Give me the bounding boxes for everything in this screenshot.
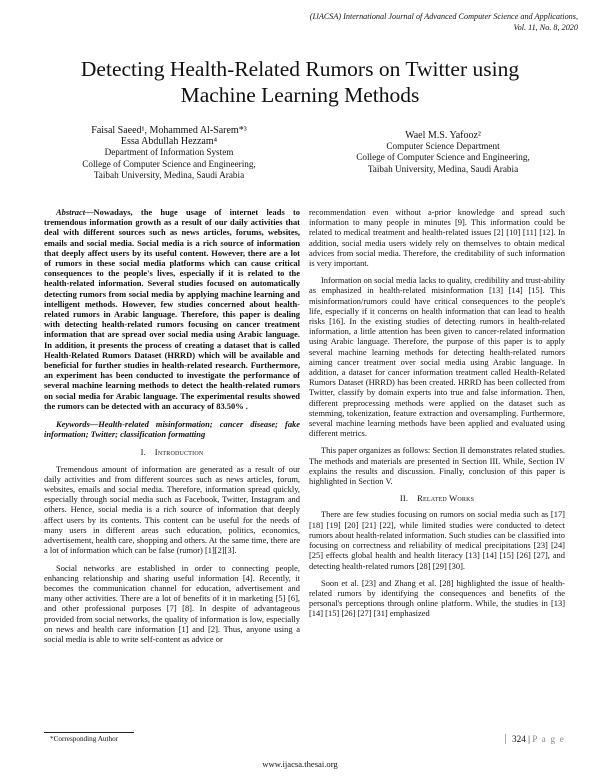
left-column <box>44 207 300 651</box>
intro-paragraph-2: Social networks are established in order to connecting people, enhancing relationship and sharing useful information [4]. Recently, it becomes the communication channel for education, advertisement and many other activities. There are a lot of benefits of it in marketing [5] [6], and other professional purposes [7] [8]. In despite of advantageous provided from social networks, the quality of information is low, especially on news and health care information [1] and [2]. Thus, anyone using a social media is able to write self-content as advice or <box>44 562 300 644</box>
authors-left <box>44 125 294 181</box>
abstract-label: Abstract— <box>56 207 94 217</box>
right-column <box>309 207 565 626</box>
author-name-yafooz: Wael M.S. Yafooz² <box>405 130 481 141</box>
journal-volume: Vol. 11, No. 8, 2020 <box>513 22 578 32</box>
paper-title <box>40 56 560 108</box>
intro-paragraph-1: Tremendous amount of information are generated as a result of our daily activities and from different sources such as news articles, forum, websites, emails and social media. Therefore, information spread quickly, especially through social media such as Facebook, Twitter, Instagram and others. Hence, social media is a rich source of information that deeply affect users by its contents. This content can be useful for the needs of many users in different areas such education, politics, economics, advertisement, health care, shopping and others. At the same time, there are a lot of information which can be false (rumor) [1][2][3]. <box>44 463 300 556</box>
author-college: College of Computer Science and Engineering, <box>356 152 530 163</box>
section-heading-introduction: I. Introduction <box>140 447 204 458</box>
related-works-paragraph-1: There are few studies focusing on rumors on social media such as [17] [18] [19] [20] [21] [22], while limited studies were conducted to detect rumors about health-related information. Such studies can be classified into focusing on correctness and reliability of medical precipitations [23] [24] [25] effects global health and health literacy [13] [14] [15] [26] [27], and detecting health-related rumors [28] [29] [30]. <box>309 509 565 571</box>
author-dept: Department of Information System <box>104 147 234 158</box>
keywords <box>44 419 300 439</box>
page-number: 324 <box>512 734 526 744</box>
keywords-text: Health-related misinformation; cancer disease; fake information; Twitter; classification formatting <box>44 419 300 440</box>
footer-url[interactable]: www.ijacsa.thesai.org <box>262 759 338 769</box>
footnote: *Corresponding Author <box>50 735 119 743</box>
author-names-2: Essa Abdullah Hezzam⁴ <box>120 136 218 148</box>
related-works-paragraph-2: Soon et al. [23] and Zhang et al. [28] highlighted the issue of health-related rumors by identifying the consequences and benefits of the personal's perceptions through online platform. While, the studies in [13] [14] [15] [26] [27] [31] emphasized <box>309 577 565 619</box>
intro-paragraph-3: Information on social media lacks to quality, credibility and trust-ability as emphasized in health-related misinformation [13] [14] [15]. This misinformation/rumors could have critical consequences to the people's life, especially if it concerns on health information that can lead to health risks [16]. In the existing studies of detecting rumors in health-related information, a little attention has been given to cancer-related information using Arabic language. Therefore, the purpose of this paper is to apply several machine learning methods for detecting health-related rumors aiming cancer treatment over social media using Arabic language. In addition, a dataset for cancer information treatment called Health-Related Rumors Dataset (HRRD) has been created. HRRD has been collected from Twitter, classify by domain experts into true and false information. Then, different preprocessing methods were applied on the dataset such as stemming, tokenization, feature extraction and oversampling. Furthermore, several machine learning methods have been applied and evaluated using different metrics. <box>309 275 565 439</box>
abstract <box>44 207 300 411</box>
journal-header <box>218 12 578 33</box>
author-univ: Taibah University, Medina, Saudi Arabia <box>93 169 245 180</box>
author-college: College of Computer Science and Engineering, <box>82 158 256 169</box>
authors-right <box>318 130 568 175</box>
page-word: P a g e <box>532 734 566 744</box>
keywords-label: Keywords— <box>56 419 99 430</box>
intro-paragraph-4: This paper organizes as follows: Section II demonstrates related studies. The methods and materials are presented in Section III. While, Section IV explains the results and discussion. Finally, conclusion of this paper is highlighted in Section V. <box>309 445 565 487</box>
author-names-1: Faisal Saeed¹, Mohammed Al-Sarem*³ <box>91 125 247 136</box>
section-heading-related-works: II. Related Works <box>399 493 475 504</box>
author-dept: Computer Science Department <box>386 141 500 152</box>
intro-paragraph-continued: recommendation even without a-prior knowledge and spread such information to many people in minutes [9]. This information could be related to medical treatment and health-related issues [2] [10] [11] [12]. In addition, social media users widely rely on themselves to obtain medical advices from social media. Therefore, the creditability of such information is very important. <box>309 207 565 269</box>
footnote-rule <box>44 732 134 733</box>
page-number-block: 324 | P a g e <box>505 734 565 744</box>
author-univ: Taibah University, Medina, Saudi Arabia <box>367 163 519 174</box>
abstract-text: Nowadays, the huge usage of internet leads to tremendous information growth as a result of our daily activities that deal with different sources such as news articles, forums, websites, emails and social media. Social media is a rich source of information that deeply affect users by its useful content. However, there are a lot of rumors in these social media platforms which can cause critical consequences to the people's lives, especially if it is related to the health-related information. Several studies focused on automatically detecting rumors from social media by applying machine learning and intelligent methods. However, few studies concerned about health-related rumors in Arabic language. Therefore, this paper is dealing with detecting health-related rumors focusing on cancer treatment information that are spread over social media using Arabic language. In addition, it presents the process of creating a dataset that is called Health-Related Rumors Dataset (HRRD) which will be available and beneficial for further studies in health-related research. Furthermore, an experiment has been conducted to investigate the performance of several machine learning methods to detect the health-related rumors on social media for Arabic language. The experimental results showed the rumors can be detected with an accuracy of 83.50% . <box>44 207 300 411</box>
title-line-2: Machine Learning Methods <box>180 83 420 107</box>
title-line-1: Detecting Health-Related Rumors on Twitter using <box>80 57 520 81</box>
journal-name: (IJACSA) International Journal of Advanced Computer Science and Applications, <box>309 12 578 21</box>
